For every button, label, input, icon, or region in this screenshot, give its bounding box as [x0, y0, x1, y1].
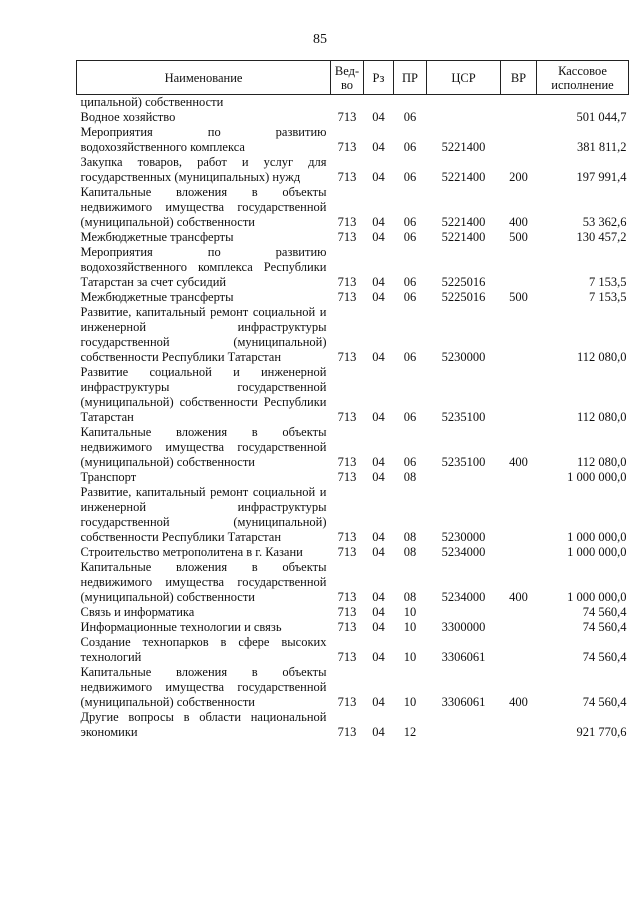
cell-name: Развитие, капитальный ремонт социальной и инженерной инфраструктуры государственной (муниципальной) собственности Республики Татарстан: [80, 305, 327, 364]
cell-name: Мероприятия по развитию водохозяйственного комплекса Республики Татарстан за счет субсидий: [80, 245, 327, 289]
cell-csr: 5221400: [441, 215, 486, 229]
cell-rz: 04: [372, 590, 385, 604]
cell-vr: [501, 545, 537, 560]
cell-name: Капитальные вложения в объекты недвижимого имущества государственной (муниципальной) собственности: [80, 185, 327, 229]
table-row: [77, 485, 629, 545]
cell-csr: [427, 470, 501, 485]
cell-csr: 5221400: [441, 230, 486, 244]
table-row: [77, 110, 629, 125]
cell-ved: 713: [337, 215, 357, 229]
table-row: [77, 245, 629, 290]
cell-csr: 5221400: [441, 140, 486, 154]
cell-amount: 501 044,7: [576, 110, 627, 124]
cell-amount: 921 770,6: [576, 725, 627, 739]
cell-ved: 713: [337, 140, 357, 154]
cell-name: Информационные технологии и связь: [80, 620, 282, 634]
cell-name: Межбюджетные трансферты: [80, 290, 234, 304]
cell-ved: 713: [337, 275, 357, 289]
cell-csr: [427, 110, 501, 125]
cell-vr: [501, 110, 537, 125]
cell-ved: 713: [337, 170, 357, 184]
cell-amount: 74 560,4: [582, 605, 627, 619]
cell-csr: 5230000: [441, 350, 486, 364]
cell-ved: 713: [337, 290, 357, 304]
cell-amount: 112 080,0: [576, 455, 627, 469]
cell-ved: 713: [337, 650, 357, 664]
cell-rz: 04: [372, 650, 385, 664]
cell-csr: 5234000: [441, 590, 486, 604]
cell-name: Мероприятия по развитию водохозяйственного комплекса: [80, 125, 327, 154]
cell-rz: 04: [372, 290, 385, 304]
cell-pr: 06: [403, 455, 417, 469]
cell-vr: [501, 365, 537, 425]
cell-ved: 713: [337, 110, 357, 124]
cell-csr: 5235100: [441, 455, 486, 469]
header-vr: ВР: [501, 61, 537, 95]
cell-amount: 1 000 000,0: [567, 545, 627, 559]
cell-pr: 06: [403, 215, 417, 229]
cell-rz: 04: [372, 530, 385, 544]
cell-vr: [501, 95, 537, 111]
cell-vr: [501, 635, 537, 665]
cell-rz: 04: [372, 725, 385, 739]
table-row: [77, 665, 629, 710]
cell-vr: [501, 620, 537, 635]
cell-pr: 06: [403, 230, 417, 244]
cell-rz: 04: [372, 545, 385, 559]
cell-pr: 10: [403, 605, 417, 619]
table-row: [77, 365, 629, 425]
table-row: [77, 620, 629, 635]
cell-ved: 713: [337, 725, 357, 739]
cell-amount: 130 457,2: [576, 230, 627, 244]
cell-pr: 08: [403, 545, 417, 559]
cell-rz: 04: [372, 275, 385, 289]
cell-name: Развитие, капитальный ремонт социальной и инженерной инфраструктуры государственной (муниципальной) собственности Республики Татарстан: [80, 485, 327, 544]
cell-csr: 3306061: [441, 650, 486, 664]
header-pr: ПР: [394, 61, 427, 95]
cell-amount: 7 153,5: [589, 290, 627, 304]
table-row: [77, 290, 629, 305]
cell-name: Транспорт: [80, 470, 137, 484]
cell-rz: 04: [372, 695, 385, 709]
table-row: [77, 185, 629, 230]
cell-csr: 5225016: [441, 290, 486, 304]
cell-pr: 06: [403, 410, 417, 424]
cell-name: Строительство метрополитена в г. Казани: [80, 545, 303, 559]
cell-name: Другие вопросы в области национальной экономики: [80, 710, 327, 739]
cell-name: Водное хозяйство: [80, 110, 176, 124]
table-row: [77, 305, 629, 365]
cell-ved: 713: [337, 470, 357, 484]
cell-pr: 08: [403, 530, 417, 544]
cell-name: Капитальные вложения в объекты недвижимого имущества государственной (муниципальной) собственности: [80, 425, 327, 469]
cell-csr: 5221400: [441, 170, 486, 184]
cell-name: Капитальные вложения в объекты недвижимого имущества государственной (муниципальной) собственности: [80, 665, 327, 709]
header-amount: Кассовое исполнение: [537, 61, 629, 95]
cell-pr: 06: [403, 350, 417, 364]
cell-pr: 06: [403, 140, 417, 154]
cell-amount: 112 080,0: [576, 350, 627, 364]
cell-vr: 500: [509, 290, 528, 304]
cell-pr: 08: [403, 470, 417, 484]
cell-rz: 04: [372, 110, 385, 124]
table-row: [77, 125, 629, 155]
cell-amount: 1 000 000,0: [567, 470, 627, 484]
cell-name: Связь и информатика: [80, 605, 195, 619]
cell-amount: 381 811,2: [576, 140, 627, 154]
cell-rz: 04: [372, 215, 385, 229]
table-row: [77, 230, 629, 245]
cell-name: Создание технопарков в сфере высоких технологий: [80, 635, 327, 664]
cell-vr: [501, 245, 537, 290]
table-row: [77, 605, 629, 620]
cell-amount: 1 000 000,0: [567, 590, 627, 604]
cell-pr: 06: [403, 290, 417, 304]
cell-ved: 713: [337, 695, 357, 709]
cell-ved: 713: [337, 230, 357, 244]
cell-name: Капитальные вложения в объекты недвижимого имущества государственной (муниципальной) собственности: [80, 560, 327, 604]
header-rz: Рз: [364, 61, 394, 95]
cell-vr: 400: [509, 590, 528, 604]
cell-pr: 10: [403, 620, 417, 634]
budget-execution-table: [76, 60, 629, 740]
cell-vr: [501, 305, 537, 365]
cell-csr: 5235100: [441, 410, 486, 424]
cell-rz: 04: [372, 605, 385, 619]
cell-name: Развитие социальной и инженерной инфраструктуры государственной (муниципальной) собственности Республики Татарстан: [80, 365, 327, 424]
header-csr: ЦСР: [427, 61, 501, 95]
cell-pr: 12: [403, 725, 417, 739]
cell-amount: 1 000 000,0: [567, 530, 627, 544]
cell-vr: [501, 470, 537, 485]
cell-amount: 74 560,4: [582, 695, 627, 709]
cell-name: Закупка товаров, работ и услуг для государственных (муниципальных) нужд: [80, 155, 327, 184]
cell-rz: 04: [372, 230, 385, 244]
cell-csr: 3306061: [441, 695, 486, 709]
cell-pr: [394, 95, 427, 111]
cell-ved: 713: [337, 545, 357, 559]
cell-name: ципальной) собственности: [80, 95, 224, 109]
cell-pr: 10: [403, 650, 417, 664]
table-row: [77, 425, 629, 470]
cell-pr: 06: [403, 170, 417, 184]
cell-pr: 08: [403, 590, 417, 604]
cell-name: Межбюджетные трансферты: [80, 230, 234, 244]
table-row: [77, 560, 629, 605]
cell-rz: 04: [372, 350, 385, 364]
cell-rz: 04: [372, 140, 385, 154]
cell-rz: [364, 95, 394, 111]
cell-ved: 713: [337, 530, 357, 544]
cell-amount: 74 560,4: [582, 620, 627, 634]
cell-rz: 04: [372, 455, 385, 469]
cell-vr: 400: [509, 215, 528, 229]
cell-vr: [501, 710, 537, 740]
table-row: [77, 155, 629, 185]
cell-csr: 3300000: [441, 620, 486, 634]
cell-amount: 112 080,0: [576, 410, 627, 424]
cell-csr: 5230000: [441, 530, 486, 544]
table-row: [77, 470, 629, 485]
table-row: [77, 710, 629, 740]
cell-amount: 74 560,4: [582, 650, 627, 664]
cell-vr: 400: [509, 695, 528, 709]
cell-rz: 04: [372, 410, 385, 424]
table-row: [77, 95, 629, 111]
cell-ved: 713: [337, 620, 357, 634]
cell-csr: 5234000: [441, 545, 486, 559]
cell-ved: 713: [337, 455, 357, 469]
header-name: Наименование: [77, 61, 331, 95]
cell-pr: 06: [403, 110, 417, 124]
cell-vr: [501, 605, 537, 620]
cell-amount: [537, 95, 629, 111]
cell-csr: [427, 95, 501, 111]
cell-rz: 04: [372, 620, 385, 634]
cell-rz: 04: [372, 170, 385, 184]
cell-csr: [427, 605, 501, 620]
cell-amount: 53 362,6: [582, 215, 627, 229]
cell-amount: 197 991,4: [576, 170, 627, 184]
cell-vr: 500: [509, 230, 528, 244]
page-number: 85: [313, 32, 327, 47]
cell-ved: 713: [337, 590, 357, 604]
cell-vr: [501, 125, 537, 155]
table-header-row: [77, 61, 629, 95]
table-row: [77, 545, 629, 560]
cell-csr: [427, 710, 501, 740]
cell-vr: 400: [509, 455, 528, 469]
cell-ved: 713: [337, 410, 357, 424]
cell-vr: 200: [509, 170, 528, 184]
cell-rz: 04: [372, 470, 385, 484]
cell-pr: 10: [403, 695, 417, 709]
cell-ved: 713: [337, 605, 357, 619]
header-ved: Вед-во: [331, 61, 364, 95]
cell-ved: [331, 95, 364, 111]
cell-pr: 06: [403, 275, 417, 289]
cell-csr: 5225016: [441, 275, 486, 289]
cell-ved: 713: [337, 350, 357, 364]
cell-vr: [501, 485, 537, 545]
table-row: [77, 635, 629, 665]
cell-amount: 7 153,5: [589, 275, 627, 289]
